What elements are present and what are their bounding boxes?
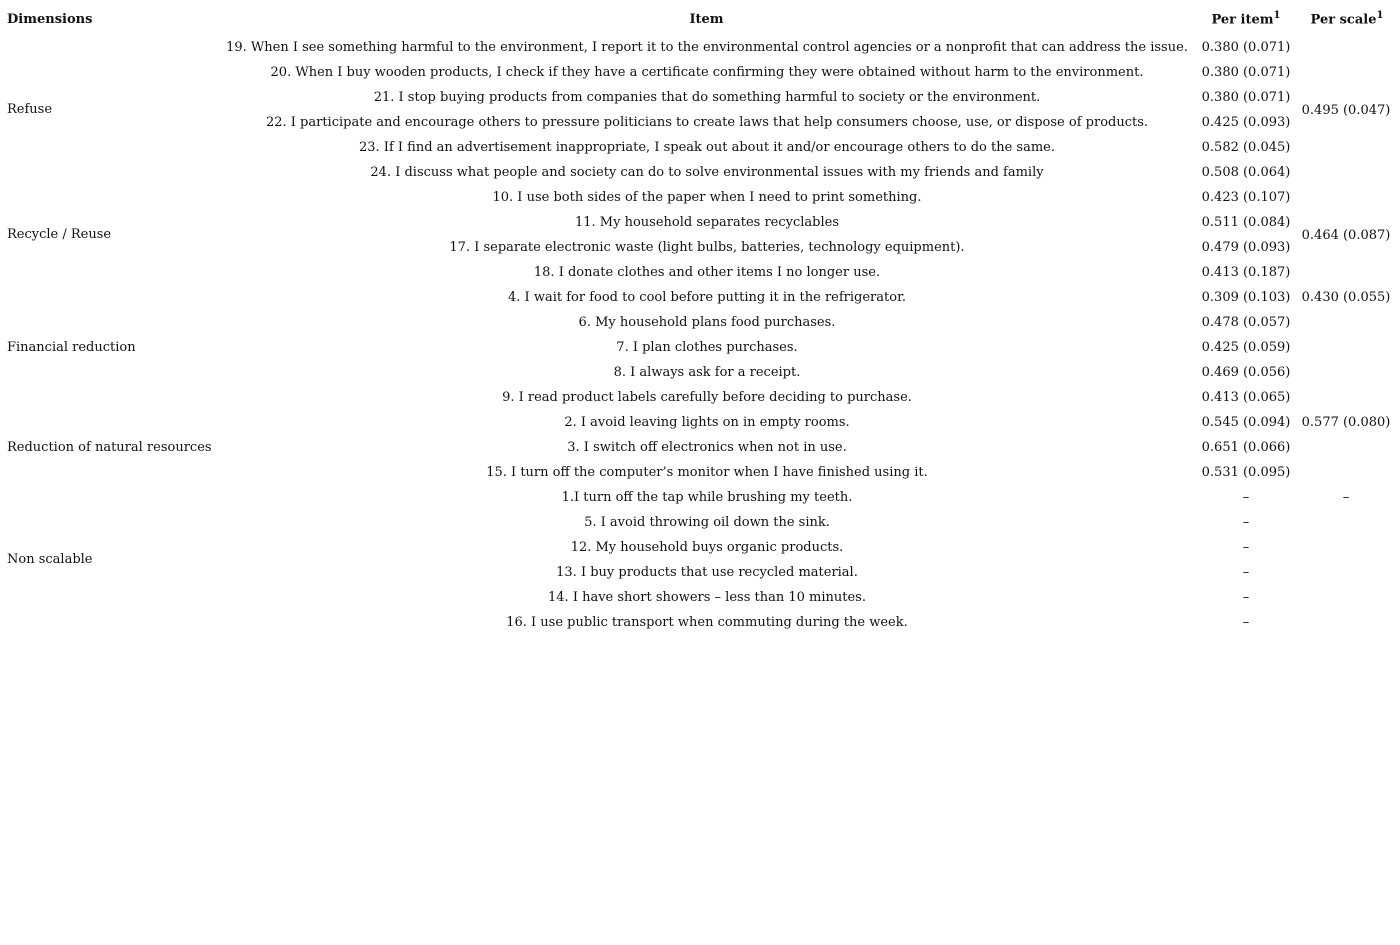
table-row xyxy=(0,235,1400,260)
item-text: 14. I have short showers – less than 10 minutes. xyxy=(548,590,866,605)
item-text: 17. I separate electronic waste (light bulbs, batteries, technology equipment). xyxy=(449,240,965,255)
table-row xyxy=(0,485,1400,510)
item-text: 20. When I buy wooden products, I check if they have a certificate confirming they were obtained without harm to the environment. xyxy=(270,65,1144,80)
per-item-value: 0.309 (0.103) xyxy=(1201,290,1291,305)
item-text: 5. I avoid throwing oil down the sink. xyxy=(584,515,830,530)
table-row xyxy=(0,285,1400,310)
table-row xyxy=(0,35,1400,60)
dimension-financial-reduction: Financial reduction xyxy=(7,340,136,355)
per-item-value: 0.413 (0.187) xyxy=(1201,265,1291,280)
item-text: 16. I use public transport when commuting during the week. xyxy=(506,615,908,630)
table-row xyxy=(0,535,1400,560)
per-item-value: 0.380 (0.071) xyxy=(1201,90,1291,105)
table-row xyxy=(0,335,1400,360)
item-text: 23. If I find an advertisement inappropriate, I speak out about it and/or encourage others to do the same. xyxy=(359,140,1055,155)
table-row xyxy=(0,185,1400,210)
per-item-value: 0.380 (0.071) xyxy=(1201,65,1291,80)
per-item-value: 0.531 (0.095) xyxy=(1201,465,1291,480)
table-row xyxy=(0,210,1400,235)
header-dimensions: Dimensions xyxy=(7,12,93,27)
item-text: 13. I buy products that use recycled material. xyxy=(556,565,858,580)
item-text: 12. My household buys organic products. xyxy=(570,540,844,555)
dimension-natural-resources: Reduction of natural resources xyxy=(7,440,212,455)
per-item-value: 0.380 (0.071) xyxy=(1201,40,1291,55)
item-text: 1.I turn off the tap while brushing my teeth. xyxy=(561,490,853,505)
per-item-value: 0.511 (0.084) xyxy=(1201,215,1291,230)
per-scale-value: 0.430 (0.055) xyxy=(1301,290,1391,305)
table-row xyxy=(0,510,1400,535)
per-item-value: 0.508 (0.064) xyxy=(1201,165,1291,180)
item-text: 3. I switch off electronics when not in use. xyxy=(567,440,847,455)
per-item-value: 0.651 (0.066) xyxy=(1201,440,1291,455)
per-item-value: 0.469 (0.056) xyxy=(1201,365,1291,380)
item-text: 22. I participate and encourage others to pressure politicians to create laws that help consumers choose, use, or dispose of products. xyxy=(265,115,1149,130)
per-item-value: – xyxy=(1242,565,1250,580)
table-row xyxy=(0,310,1400,335)
header-item: Item xyxy=(689,12,724,27)
per-item-value: 0.478 (0.057) xyxy=(1201,315,1291,330)
per-item-value: – xyxy=(1242,590,1250,605)
item-text: 6. My household plans food purchases. xyxy=(578,315,836,330)
per-item-value: 0.479 (0.093) xyxy=(1201,240,1291,255)
per-scale-value: – xyxy=(1342,490,1350,505)
item-text: 18. I donate clothes and other items I no longer use. xyxy=(533,265,881,280)
table-row xyxy=(0,260,1400,285)
per-item-value: 0.425 (0.093) xyxy=(1201,115,1291,130)
item-text: 15. I turn off the computer’s monitor when I have finished using it. xyxy=(486,465,928,480)
table-row xyxy=(0,110,1400,135)
header-per-scale-footnote: 1 xyxy=(1376,10,1384,21)
table-row xyxy=(0,560,1400,585)
table-row xyxy=(0,460,1400,485)
per-item-value: 0.413 (0.065) xyxy=(1201,390,1291,405)
header-per-scale-label: Per scale xyxy=(1310,12,1377,28)
item-text: 24. I discuss what people and society can do to solve environmental issues with my friends and family xyxy=(370,165,1044,180)
table-row xyxy=(0,160,1400,185)
item-text: 8. I always ask for a receipt. xyxy=(613,365,801,380)
per-scale-value: 0.577 (0.080) xyxy=(1301,415,1391,430)
per-item-value: – xyxy=(1242,540,1250,555)
table-row xyxy=(0,585,1400,610)
per-item-value: 0.425 (0.059) xyxy=(1201,340,1291,355)
header-per-item-footnote: 1 xyxy=(1273,10,1281,21)
item-text: 7. I plan clothes purchases. xyxy=(616,340,798,355)
item-text: 19. When I see something harmful to the environment, I report it to the environmental control agencies or a nonprofit that can address the issue. xyxy=(226,40,1188,55)
refuse-per-scale: 0.495 (0.047) xyxy=(1301,103,1391,118)
item-text: 21. I stop buying products from companies that do something harmful to society or the environment. xyxy=(373,90,1041,105)
per-item-value: 0.423 (0.107) xyxy=(1201,190,1291,205)
per-item-value: 0.582 (0.045) xyxy=(1201,140,1291,155)
table-row xyxy=(0,385,1400,410)
item-text: 2. I avoid leaving lights on in empty rooms. xyxy=(564,415,850,430)
item-text: 4. I wait for food to cool before putting it in the refrigerator. xyxy=(508,290,906,305)
item-text: 11. My household separates recyclables xyxy=(574,215,840,230)
table-row xyxy=(0,610,1400,635)
table-row xyxy=(0,435,1400,460)
table-row xyxy=(0,410,1400,435)
dimension-non-scalable: Non scalable xyxy=(7,552,93,567)
table-row xyxy=(0,60,1400,85)
per-item-value: 0.545 (0.094) xyxy=(1201,415,1291,430)
table-row xyxy=(0,360,1400,385)
per-item-value: – xyxy=(1242,615,1250,630)
dimension-refuse: Refuse xyxy=(7,102,53,117)
table-row xyxy=(0,85,1400,110)
item-text: 10. I use both sides of the paper when I need to print something. xyxy=(492,190,922,205)
per-item-value: – xyxy=(1242,515,1250,530)
dimension-recycle-reuse: Recycle / Reuse xyxy=(7,227,112,242)
per-item-value: – xyxy=(1242,490,1250,505)
recycle-per-scale: 0.464 (0.087) xyxy=(1301,228,1391,243)
header-per-item-label: Per item xyxy=(1211,12,1274,28)
item-text: 9. I read product labels carefully before deciding to purchase. xyxy=(502,390,912,405)
table-row xyxy=(0,135,1400,160)
